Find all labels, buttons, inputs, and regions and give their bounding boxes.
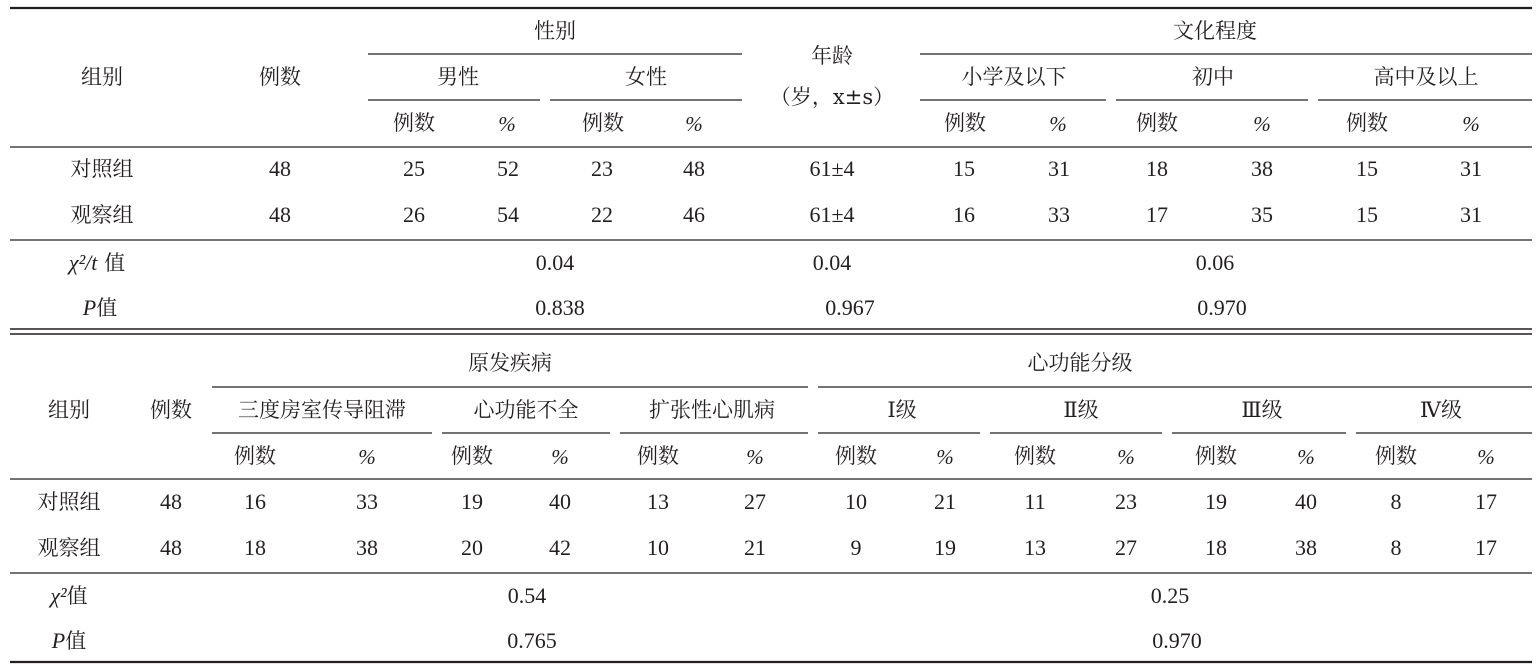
t2-sub-pct: %: [551, 445, 569, 469]
t2-header-group: 组别: [48, 398, 90, 422]
t1-header-male: 男性: [437, 65, 479, 89]
stat-symbol: χ²: [50, 583, 67, 608]
cell: 19: [934, 535, 956, 560]
t2-header-g2: Ⅱ级: [1063, 398, 1099, 422]
t1-sub-cases: 例数: [944, 111, 986, 135]
stat-suffix: 值: [97, 251, 126, 275]
cell: 23: [591, 156, 613, 181]
cell: 48: [160, 489, 182, 514]
cell: 61±4: [809, 202, 855, 227]
t2-p-disease: 0.765: [507, 628, 557, 653]
cell: 31: [1460, 202, 1482, 227]
cell: 31: [1048, 156, 1070, 181]
cell: 15: [1356, 156, 1378, 181]
cell: 18: [244, 535, 266, 560]
cell: 17: [1475, 489, 1497, 514]
cell: 48: [160, 535, 182, 560]
cell: 38: [1251, 156, 1273, 181]
cell: 20: [461, 535, 483, 560]
t1-p-education: 0.970: [1197, 295, 1247, 320]
t2-sub-cases: 例数: [451, 444, 493, 468]
cell: 54: [497, 202, 519, 227]
t2-stat-nyha: 0.25: [1150, 583, 1190, 608]
group-name: 观察组: [37, 536, 101, 560]
cell: 13: [1024, 535, 1046, 560]
t2-p-label: [52, 629, 86, 653]
t1-p-label: [83, 296, 117, 320]
t2-header-dcm: 扩张性心肌病: [649, 398, 775, 422]
t2-header-nyha: 心功能分级: [1027, 351, 1133, 375]
group-name: 对照组: [70, 157, 134, 181]
cell: 40: [1295, 489, 1317, 514]
stat-suffix: 值: [66, 584, 88, 608]
t2-header-avb: 三度房室传导阻滞: [238, 398, 406, 422]
t1-sub-cases: 例数: [582, 111, 624, 135]
p-suffix: 值: [96, 296, 118, 320]
t1-sub-cases: 例数: [1346, 111, 1388, 135]
cell: 27: [744, 489, 766, 514]
cell: 48: [683, 156, 705, 181]
t1-stat-education: 0.06: [1195, 250, 1235, 275]
group-name: 观察组: [70, 203, 134, 227]
t1-header-primary: 小学及以下: [961, 65, 1067, 89]
cell: 21: [934, 489, 956, 514]
t2-sub-cases: 例数: [1195, 444, 1237, 468]
t1-header-junior: 初中: [1192, 65, 1234, 89]
cell: 11: [1024, 489, 1046, 514]
cell: 48: [269, 156, 291, 181]
cell: 31: [1460, 156, 1482, 181]
p-suffix: 值: [65, 629, 87, 653]
cell: 35: [1251, 202, 1273, 227]
t1-stat-label: [69, 251, 125, 275]
cell: 48: [269, 202, 291, 227]
cell: 23: [1115, 489, 1137, 514]
cell: 25: [403, 156, 425, 181]
cell: 10: [647, 535, 669, 560]
t1-sub-pct: %: [685, 112, 703, 136]
cell: 15: [1356, 202, 1378, 227]
t2-header-g4: Ⅳ级: [1420, 398, 1462, 422]
t2-sub-cases: 例数: [234, 444, 276, 468]
cell: 13: [647, 489, 669, 514]
t2-p-nyha: 0.970: [1152, 628, 1202, 653]
cell: 42: [549, 535, 571, 560]
cell: 18: [1205, 535, 1227, 560]
t1-sub-pct: %: [1253, 112, 1271, 136]
p-symbol: P: [82, 295, 97, 320]
t2-header-g1: Ⅰ级: [887, 398, 917, 422]
t1-p-gender: 0.838: [535, 295, 585, 320]
t1-stat-age: 0.04: [812, 250, 852, 275]
t1-sub-pct: %: [1049, 112, 1067, 136]
cell: 61±4: [809, 156, 855, 181]
cell: 27: [1115, 535, 1137, 560]
cell: 33: [356, 489, 378, 514]
cell: 17: [1475, 535, 1497, 560]
t1-header-group: 组别: [81, 65, 123, 89]
t1-p-age: 0.967: [825, 295, 875, 320]
t2-stat-label: [50, 584, 87, 608]
cell: 22: [591, 202, 613, 227]
cell: 40: [549, 489, 571, 514]
t1-sub-cases: 例数: [393, 111, 435, 135]
t2-header-hf: 心功能不全: [473, 398, 579, 422]
t1-sub-cases: 例数: [1136, 111, 1178, 135]
t1-sub-pct: %: [1462, 112, 1480, 136]
t2-sub-pct: %: [1117, 445, 1135, 469]
cell: 10: [845, 489, 867, 514]
t2-sub-pct: %: [746, 445, 764, 469]
cell: 17: [1146, 202, 1168, 227]
group-name: 对照组: [37, 490, 101, 514]
cell: 18: [1146, 156, 1168, 181]
cell: 26: [403, 202, 425, 227]
t2-header-g3: Ⅲ级: [1241, 398, 1283, 422]
p-symbol: P: [51, 628, 66, 653]
t2-sub-cases: 例数: [835, 444, 877, 468]
stat-symbol: χ²/t: [68, 250, 98, 275]
cell: 16: [953, 202, 975, 227]
cell: 33: [1048, 202, 1070, 227]
t2-sub-pct: %: [936, 445, 954, 469]
cell: 8: [1390, 535, 1402, 560]
cell: 19: [1205, 489, 1227, 514]
t1-header-gender: 性别: [534, 19, 576, 43]
t1-header-senior: 高中及以上: [1373, 65, 1479, 89]
cell: 8: [1390, 489, 1402, 514]
t2-sub-cases: 例数: [637, 444, 679, 468]
cell: 52: [497, 156, 519, 181]
t1-stat-gender: 0.04: [535, 250, 575, 275]
t1-sub-pct: %: [498, 112, 516, 136]
cell: 38: [1295, 535, 1317, 560]
t2-header-disease: 原发疾病: [468, 351, 552, 375]
cell: 46: [683, 202, 705, 227]
t1-header-cases: 例数: [259, 65, 301, 89]
t2-sub-pct: %: [1477, 445, 1495, 469]
cell: 38: [356, 535, 378, 560]
t2-sub-pct: %: [1297, 445, 1315, 469]
t2-sub-pct: %: [358, 445, 376, 469]
t2-stat-disease: 0.54: [507, 583, 547, 608]
t1-header-age-unit: （岁，x±s）: [769, 85, 895, 109]
t2-sub-cases: 例数: [1375, 444, 1417, 468]
cell: 21: [744, 535, 766, 560]
t1-header-age: 年龄: [811, 44, 853, 68]
cell: 19: [461, 489, 483, 514]
t2-header-cases: 例数: [150, 398, 192, 422]
cell: 15: [953, 156, 975, 181]
t1-header-female: 女性: [625, 65, 667, 89]
cell: 9: [850, 535, 862, 560]
cell: 16: [244, 489, 266, 514]
t2-sub-cases: 例数: [1014, 444, 1056, 468]
t1-header-education: 文化程度: [1173, 19, 1257, 43]
